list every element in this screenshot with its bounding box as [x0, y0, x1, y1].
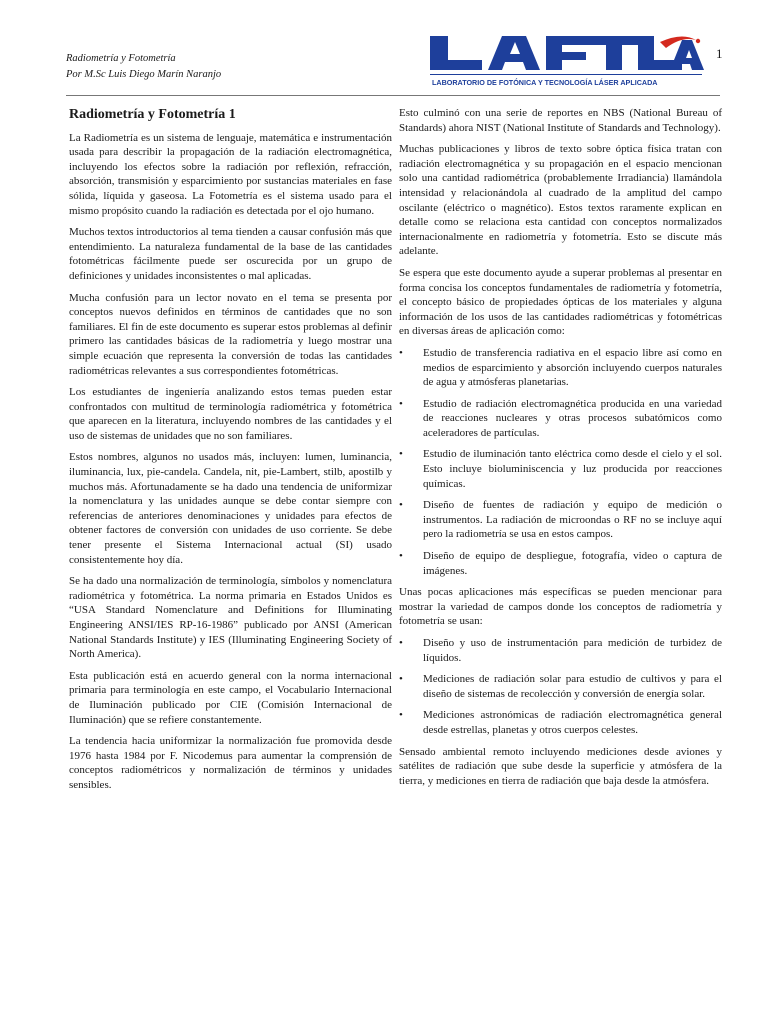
list-item-text: Estudio de radiación electromagnética producida en una variedad de reacciones nucleares y otras procesos subatómicos como aceleradores de partículas.	[423, 397, 722, 439]
paragraph: La tendencia hacia uniformizar la normalización fue promovida desde 1976 hasta 1984 por F. Nicodemus para aumentar la comprensión de conceptos radiométricos y normalización de términos y unidades sensibles.	[69, 735, 392, 791]
paragraph: La Radiometría es un sistema de lenguaje, matemática e instrumentación usada para describir la propagación de la radiación electromagnética, incluyendo los efectos sobre la radiación por reflexión, refracción, absorción, transmisión y esparcimiento por sustancias materiales en fase sólida, líquida y gaseosa. La Fotometría es el sistema usado para el mismo propósito cuando la radiación es detectada por el ojo humano.	[69, 131, 392, 217]
document-header	[66, 51, 221, 83]
bullet-icon: •	[399, 550, 403, 563]
paragraph: Los estudiantes de ingeniería analizando estos temas pueden estar confrontados con multitud de terminología radiométrica y fotométrica que aparecen en la literatura, incluyendo nombres de las cantidades y el uso de sistemas de unidades que no son familiares.	[69, 386, 392, 442]
page-number: 1	[716, 46, 723, 61]
paragraph: Se espera que este documento ayude a superar problemas al presentar en forma concisa los conceptos fundamentales de radiometría y fotometría, el concepto básico de propiedades ópticas de los materiales y alguna información de los usos de las cantidades radiométricas y fotométricas en diversas áreas de aplicación como:	[399, 266, 722, 338]
list-item-text: Diseño de fuentes de radiación y equipo de medición o instrumentos. La radiación de microondas o RF no se incluye aquí pero la radiometría se usa en estos campos.	[423, 499, 722, 541]
paragraph: Esta publicación está en acuerdo general con la norma internacional primaria para terminología en este campo, el Vocabulario Internacional de Iluminación publicado por CIE (Comisión Internacional de Iluminación) que se refiere constantemente.	[69, 669, 392, 726]
paragraph: Se ha dado una normalización de terminología, símbolos y nomenclatura radiométrica y fotométrica. La norma primaria en Estados Unidos es “USA Standard Nomenclature and Definitions for Illuminating Engineering ANSI/IES RP-16-1986” publicado por ANSI (American National Standards Institute) y IES (Illuminating Engineering Society of North America).	[69, 575, 392, 661]
document-title: Radiometría y Fotometría 1	[69, 107, 236, 122]
list-item	[399, 636, 722, 665]
paragraph: Mucha confusión para un lector novato en el tema se presenta por conceptos nuevos definidos en términos de cantidades que no son familiares. El fin de este documento es superar estos problemas al definir primero las cantidades básicas de la radiometría y luego mostrar una simple ecuación que representa la conversión de todas las cantidades radiométricas relevantes a sus correspondientes fotométricas.	[69, 291, 392, 377]
list-item-text: Diseño de equipo de despliegue, fotografía, video o captura de imágenes.	[423, 550, 722, 577]
list-item	[399, 397, 722, 441]
paragraph: Unas pocas aplicaciones más específicas se pueden mencionar para mostrar la variedad de campos donde los conceptos de radiometría y fotometría se usan:	[399, 586, 722, 628]
paragraph: Sensado ambiental remoto incluyendo mediciones desde aviones y satélites de radiación que sube desde la superficie y atmósfera de la tierra, y mediciones en tierra de radiación que baja desde la atmósfera.	[399, 745, 722, 787]
list-item	[399, 498, 722, 542]
header-title: Radiometría y Fotometría	[66, 53, 176, 64]
paragraph: Muchos textos introductorios al tema tienden a causar confusión más que entendimiento. La naturaleza fundamental de la base de las cantidades fotométricas fácilmente puede ser oscurecida por un grupo de definiciones y unidades inconsistentes o mal aplicadas.	[69, 226, 392, 282]
list-item	[399, 672, 722, 701]
bullet-icon: •	[399, 673, 403, 686]
header-divider	[66, 95, 720, 96]
specific-application-list	[399, 636, 722, 738]
list-item	[399, 447, 722, 491]
paragraph: Muchas publicaciones y libros de texto sobre óptica física tratan con radiación electromagnética y su propagación en el espacio mencionan solo una cantidad radiométrica (probablemente Irradiancia) llamándola intensidad y relacionándola al cuadrado de la amplitud del campo oscilante (eléctrico o magnético). Estos textos raramente explican en detalle como se relaciona esta cantidad con conceptos normalizados internacionalmente en radiometría y fotometría. Esto se discute más adelante.	[399, 143, 722, 258]
bullet-icon: •	[399, 397, 403, 410]
laser-dot-icon	[696, 39, 700, 43]
list-item-text: Estudio de iluminación tanto eléctrica como desde el cielo y el sol. Esto incluye bioluminiscencia y luz producida por reacciones químicas.	[423, 448, 722, 490]
list-item	[399, 549, 722, 578]
bullet-icon: •	[399, 499, 403, 512]
logo-subtitle: LABORATORIO DE FOTÓNICA Y TECNOLOGÍA LÁSER APLICADA	[432, 78, 658, 87]
right-column	[399, 106, 722, 795]
application-list	[399, 346, 722, 578]
paragraph: Esto culminó con una serie de reportes en NBS (National Bureau of Standards) ahora NIST (National Institute of Standards and Technology).	[399, 107, 722, 134]
bullet-icon: •	[399, 709, 403, 722]
bullet-icon: •	[399, 346, 403, 359]
bullet-icon: •	[399, 637, 403, 649]
bullet-icon: •	[399, 448, 403, 461]
logo-rule	[430, 74, 702, 75]
list-item-text: Diseño y uso de instrumentación para medición de turbidez de líquidos.	[423, 637, 722, 664]
list-item-text: Mediciones de radiación solar para estudio de cultivos y para el diseño de sistemas de recolección y conversión de energía solar.	[423, 673, 722, 700]
left-column	[69, 106, 392, 800]
header-author: Por M.Sc Luis Diego Marín Naranjo	[66, 69, 222, 80]
list-item	[399, 708, 722, 737]
list-item-text: Estudio de transferencia radiativa en el espacio libre así como en medios de esparcimiento y absorción incluyendo cuerpos naturales de agua y atmósferas planetarias.	[423, 346, 722, 389]
list-item-text: Mediciones astronómicas de radiación electromagnética general desde estrellas, planetas y otros cuerpos celestes.	[423, 709, 722, 736]
paragraph: Estos nombres, algunos no usados más, incluyen: lumen, luminancia, iluminancia, lux, pie-candela. Candela, nit, pie-Lambert, stilb, apostilb y muchos más. Afortunadamente se ha dado una tendencia de uniformizar la nomenclatura y las unidades aunque se debe contar siempre con referencias de anteriores denominaciones y unidades para efectos de obtener factores de conversión con unidades de uso corriente. Se debe tener presente el Sistema Internacional actual (SI) usado consistentemente hoy día.	[69, 451, 392, 566]
laftla-logo	[424, 32, 710, 90]
list-item	[399, 346, 722, 390]
